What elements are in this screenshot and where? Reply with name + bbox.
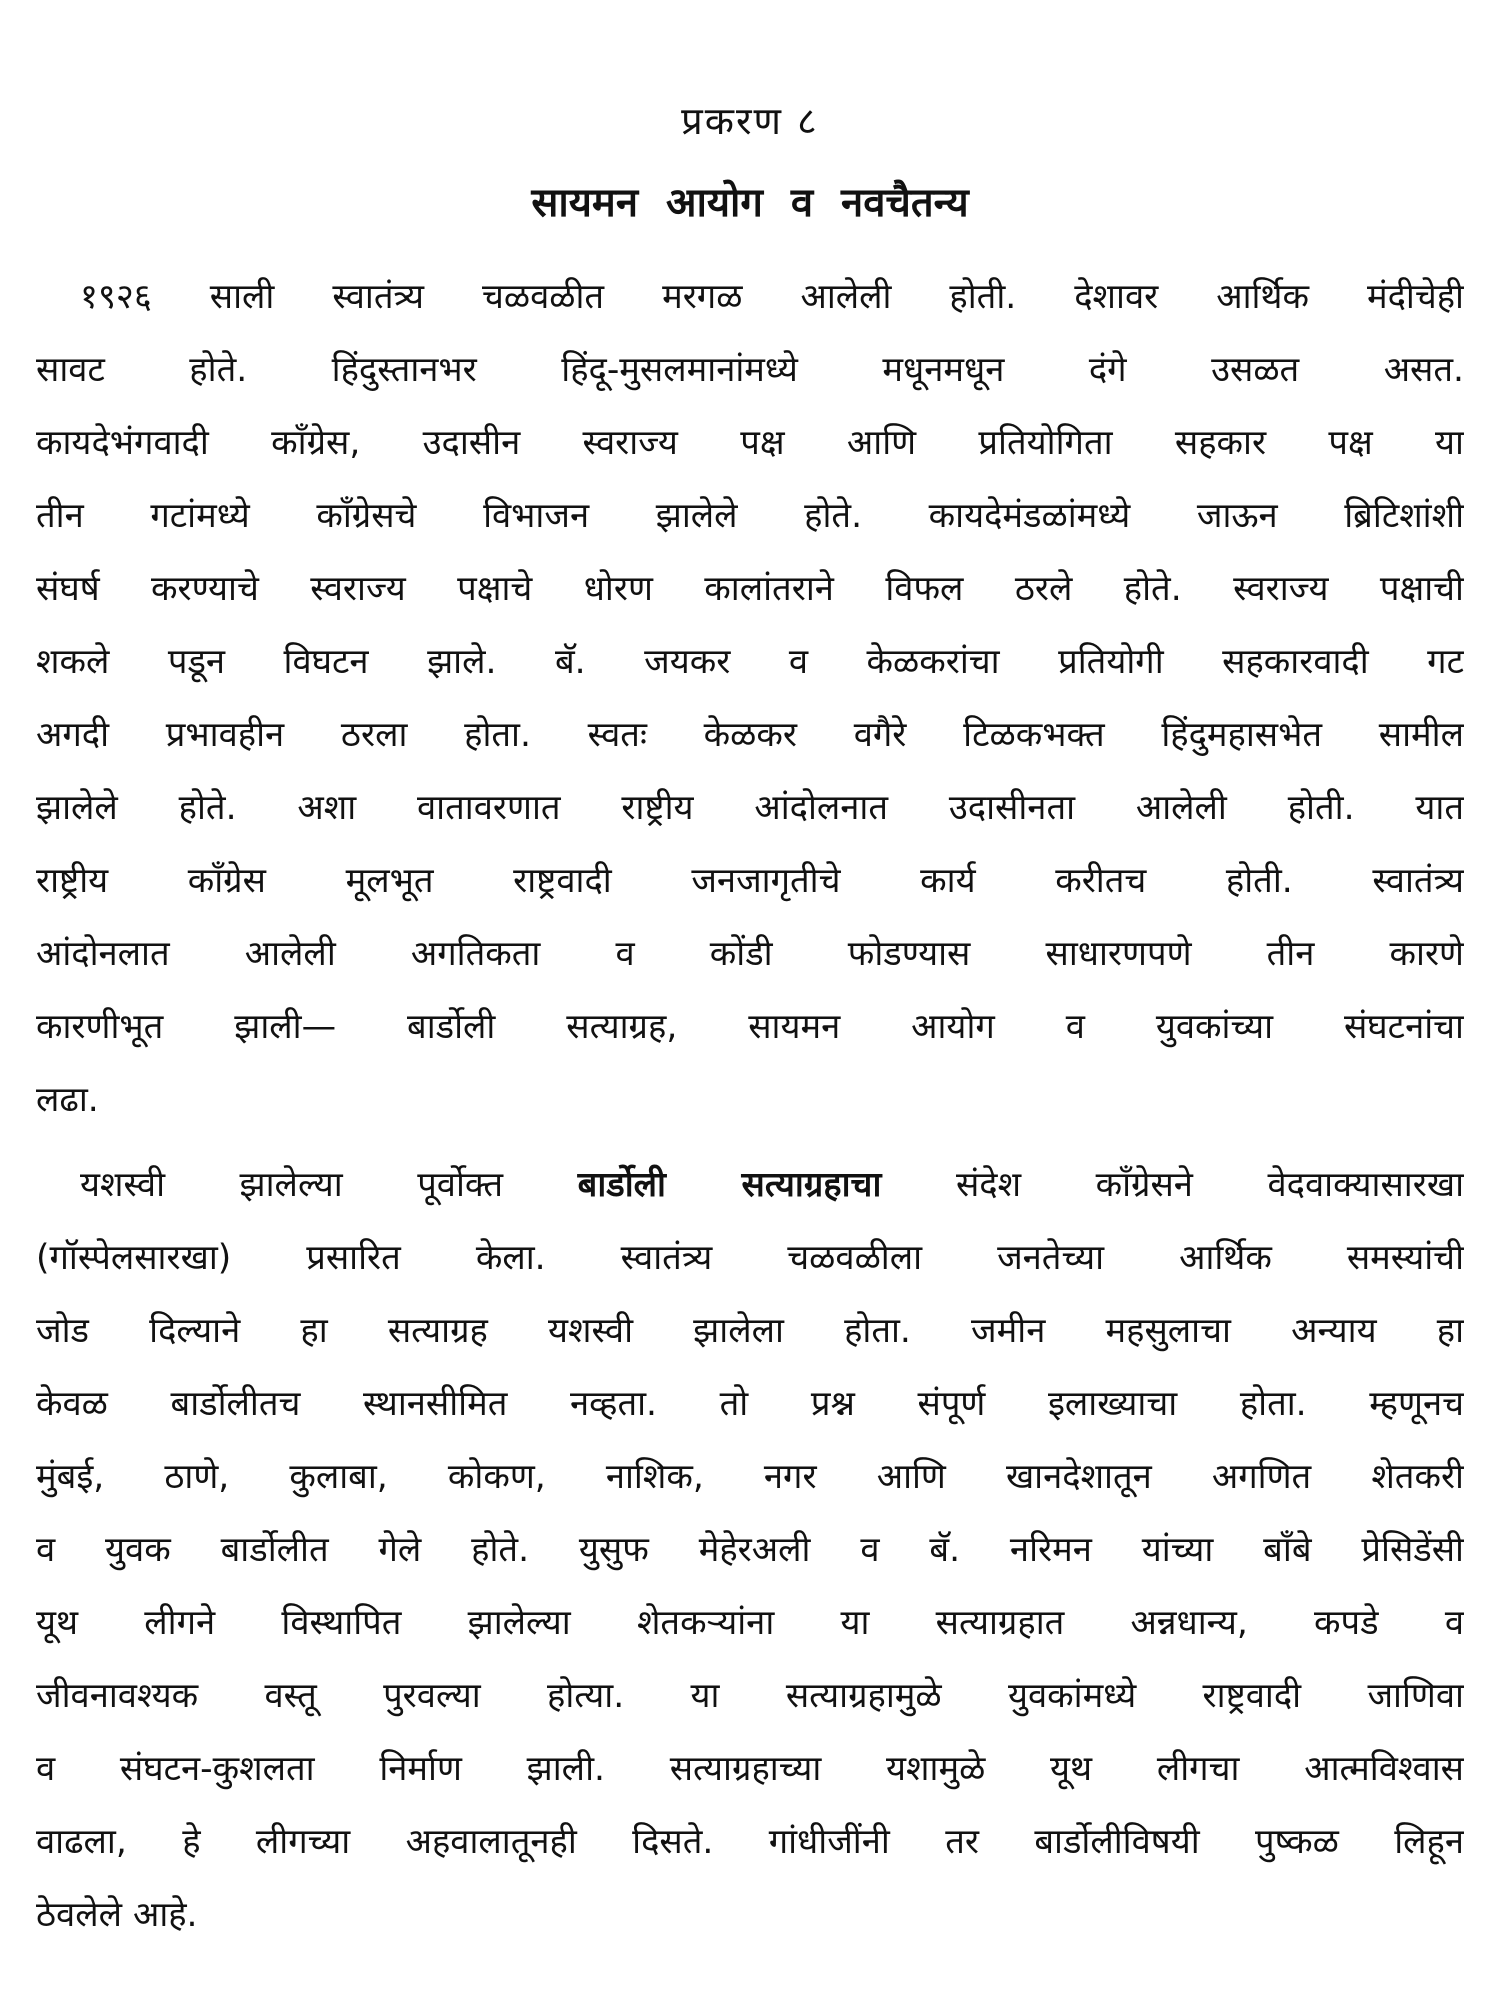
chapter-title: सायमन आयोग व नवचैतन्य bbox=[531, 180, 969, 226]
paragraph-line: जीवनावश्यक वस्तू पुरवल्या होत्या. या सत्याग्रहामुळे युवकांमध्ये राष्ट्रवादी जाणिवा bbox=[36, 1676, 1464, 1716]
paragraph-line: १९२६ साली स्वातंत्र्य चळवळीत मरगळ आलेली होती. देशावर आर्थिक मंदीचेही bbox=[80, 277, 1464, 317]
paragraph-line: यूथ लीगने विस्थापित झालेल्या शेतकऱ्यांना या सत्याग्रहात अन्नधान्य, कपडे व bbox=[36, 1603, 1464, 1643]
paragraph-line: आंदोनलात आलेली अगतिकता व कोंडी फोडण्यास साधारणपणे तीन कारणे bbox=[36, 934, 1464, 974]
paragraph-line bbox=[80, 1160, 1464, 1210]
paragraph-line: जोड दिल्याने हा सत्याग्रह यशस्वी झालेला होता. जमीन महसुलाचा अन्याय हा bbox=[36, 1311, 1464, 1351]
paragraph-line: (गॉस्पेलसारखा) प्रसारित केला. स्वातंत्र्य चळवळीला जनतेच्या आर्थिक समस्यांची bbox=[36, 1238, 1464, 1278]
paragraph-line: राष्ट्रीय काँग्रेस मूलभूत राष्ट्रवादी जनजागृतीचे कार्य करीतच होती. स्वातंत्र्य bbox=[36, 861, 1464, 901]
paragraph-line: झालेले होते. अशा वातावरणात राष्ट्रीय आंदोलनात उदासीनता आलेली होती. यात bbox=[36, 788, 1464, 828]
line-text: संदेश काँग्रेसने वेदवाक्यासारखा bbox=[955, 1165, 1464, 1205]
paragraph-line: तीन गटांमध्ये काँग्रेसचे विभाजन झालेले होते. कायदेमंडळांमध्ये जाऊन ब्रिटिशांशी bbox=[36, 496, 1464, 536]
line-text: यशस्वी झालेल्या पूर्वोक्त bbox=[80, 1165, 504, 1205]
paragraph-line: ठेवलेले आहे. bbox=[36, 1895, 198, 1935]
paragraph-line: लढा. bbox=[36, 1080, 99, 1120]
paragraph-line: मुंबई, ठाणे, कुलाबा, कोकण, नाशिक, नगर आणि खानदेशातून अगणित शेतकरी bbox=[36, 1457, 1464, 1497]
paragraph-line: शकले पडून विघटन झाले. बॅ. जयकर व केळकरांचा प्रतियोगी सहकारवादी गट bbox=[36, 642, 1464, 682]
paragraph-line: व संघटन-कुशलता निर्माण झाली. सत्याग्रहाच्या यशामुळे यूथ लीगचा आत्मविश्वास bbox=[36, 1749, 1464, 1789]
paragraph-line: वाढला, हे लीगच्या अहवालातूनही दिसते. गांधीजींनी तर बार्डोलीविषयी पुष्कळ लिहून bbox=[36, 1822, 1464, 1862]
paragraph-line: केवळ बार्डोलीतच स्थानसीमित नव्हता. तो प्रश्न संपूर्ण इलाख्याचा होता. म्हणूनच bbox=[36, 1384, 1464, 1424]
paragraph-line: सावट होते. हिंदुस्तानभर हिंदू-मुसलमानांमध्ये मधूनमधून दंगे उसळत असत. bbox=[36, 350, 1464, 390]
paragraph-line: व युवक बार्डोलीत गेले होते. युसुफ मेहेरअली व बॅ. नरिमन यांच्या बॉंबे प्रेसिडेंसी bbox=[36, 1530, 1464, 1570]
paragraph-line: कारणीभूत झाली— बार्डोली सत्याग्रह, सायमन आयोग व युवकांच्या संघटनांचा bbox=[36, 1007, 1464, 1047]
paragraph-line: संघर्ष करण्याचे स्वराज्य पक्षाचे धोरण कालांतराने विफल ठरले होते. स्वराज्य पक्षाची bbox=[36, 569, 1464, 609]
chapter-label: प्रकरण ८ bbox=[681, 99, 819, 143]
bold-phrase: बार्डोली सत्याग्रहाचा bbox=[577, 1165, 882, 1205]
paragraph-line: अगदी प्रभावहीन ठरला होता. स्वतः केळकर वगैरे टिळकभक्त हिंदुमहासभेत सामील bbox=[36, 715, 1464, 755]
paragraph-line: कायदेभंगवादी काँग्रेस, उदासीन स्वराज्य पक्ष आणि प्रतियोगिता सहकार पक्ष या bbox=[36, 423, 1464, 463]
